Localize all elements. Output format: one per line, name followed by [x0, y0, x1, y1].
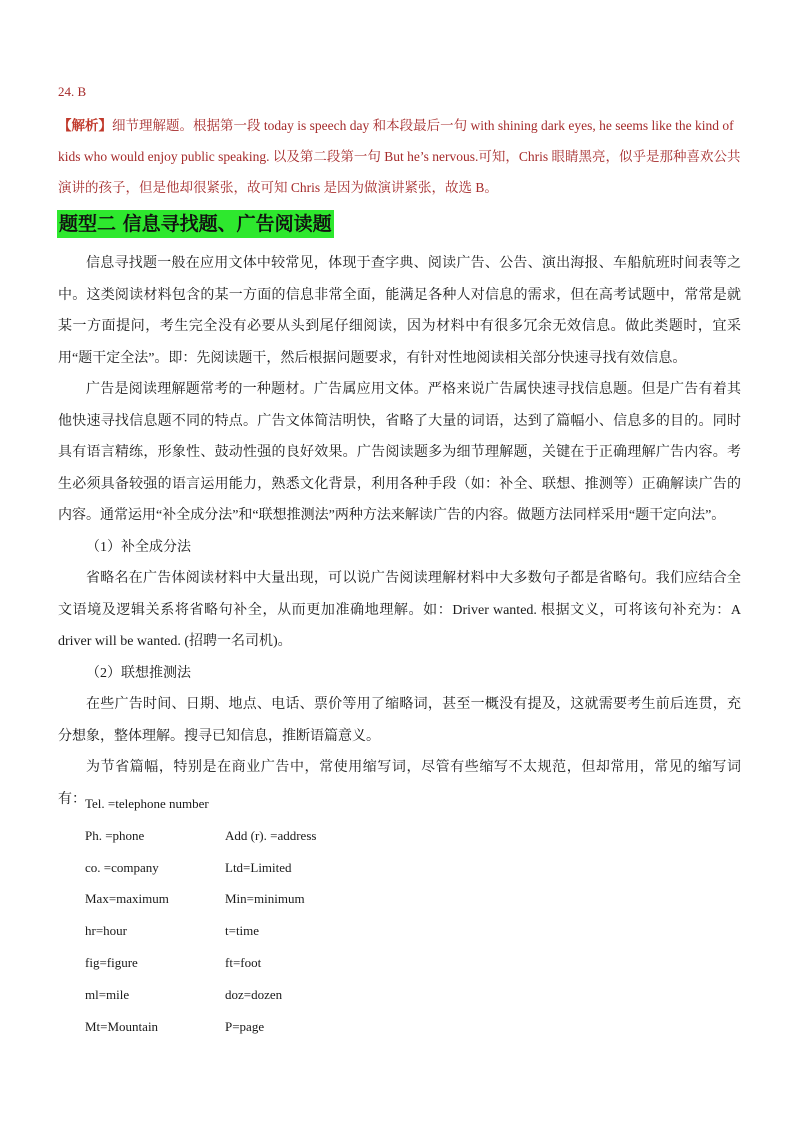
subheading-inference-method: （2）联想推测法: [86, 665, 191, 681]
abbreviation-item: Min=minimum: [225, 891, 305, 907]
paragraph-ellipsis: 省略名在广告体阅读材料中大量出现，可以说广告阅读理解材料中大多数句子都是省略句。我们应结合全文语境及逻辑关系将省略句补全，从而更加准确地理解。如：Driver wanted. 根据文义，可将该句补充为：A driver will be wanted. (招聘一名司机)。: [58, 571, 741, 649]
section-heading: 题型二 信息寻找题、广告阅读题: [57, 210, 334, 238]
abbreviation-item: P=page: [225, 1018, 265, 1034]
abbreviation-item: Mt=Mountain: [85, 1018, 159, 1034]
abbreviation-item: fig=figure: [85, 954, 138, 970]
analysis-paragraph: [58, 110, 741, 203]
paragraph-abbreviation-intro: 为节省篇幅，特别是在商业广告中，常使用缩写词，尽管有些缩写不太规范，但却常用，常见的缩写词有：: [58, 760, 741, 807]
answer-line: 24. B: [58, 84, 87, 99]
analysis-text: 细节理解题。根据第一段 today is speech day 和本段最后一句 with shining dark eyes, he seems like the kind of kids who would enjoy public speaking. 以及第二段第一句 But he’s nervous.可知，Chris 眼睛黑亮，似乎是那种喜欢公共演讲的孩子，但是他却很紧张，故可知 Chris 是因为做演讲紧张，故选 B。: [58, 118, 741, 195]
abbreviation-item: Tel. =telephone number: [85, 796, 209, 811]
abbreviation-item: co. =company: [85, 859, 159, 875]
abbreviation-item: Add (r). =address: [225, 827, 317, 843]
analysis-tag: 【解析】: [58, 118, 112, 133]
paragraph-inference: 在些广告时间、日期、地点、电话、票价等用了缩略词，甚至一概没有提及，这就需要考生前后连贯，充分想象，整体理解。搜寻已知信息，推断语篇意义。: [58, 697, 741, 744]
abbreviation-item: ml=mile: [85, 986, 130, 1002]
abbreviation-item: Max=maximum: [85, 891, 169, 907]
paragraph-info-search: 信息寻找题一般在应用文体中较常见，体现于查字典、阅读广告、公告、演出海报、车船航班时间表等之中。这类阅读材料包含的某一方面的信息非常全面，能满足各种人对信息的需求，但在高考试题中，常常是就某一方面提问，考生完全没有必要从头到尾仔细阅读，因为材料中有很多冗余无效信息。做此类题时，宜采用“题干定全法”。即：先阅读题干，然后根据问题要求，有针对性地阅读相关部分快速寻找有效信息。: [58, 256, 741, 366]
subheading-completion-method: （1）补全成分法: [86, 539, 191, 555]
abbreviation-item: hr=hour: [85, 923, 127, 939]
paragraph-advertisement: 广告是阅读理解题常考的一种题材。广告属应用文体。严格来说广告属快速寻找信息题。但是广告有着其他快速寻找信息题不同的特点。广告文体简洁明快，省略了大量的词语，达到了篇幅小、信息多的目的。同时具有语言精练，形象性、鼓动性强的良好效果。广告阅读题多为细节理解题，关键在于正确理解广告内容。考生必须具备较强的语言运用能力，熟悉文化背景，利用各种手段（如：补全、联想、推测等）正确解读广告的内容。通常运用“补全成分法”和“联想推测法”两种方法来解读广告的内容。做题方法同样采用“题干定向法”。: [58, 382, 741, 523]
body-text: [58, 248, 741, 815]
abbreviation-item: doz=dozen: [225, 986, 283, 1002]
abbreviation-item: ft=foot: [225, 954, 262, 970]
abbreviation-item: Ltd=Limited: [225, 859, 292, 875]
abbreviation-item: Ph. =phone: [85, 827, 145, 843]
abbreviation-item: t=time: [225, 923, 260, 939]
